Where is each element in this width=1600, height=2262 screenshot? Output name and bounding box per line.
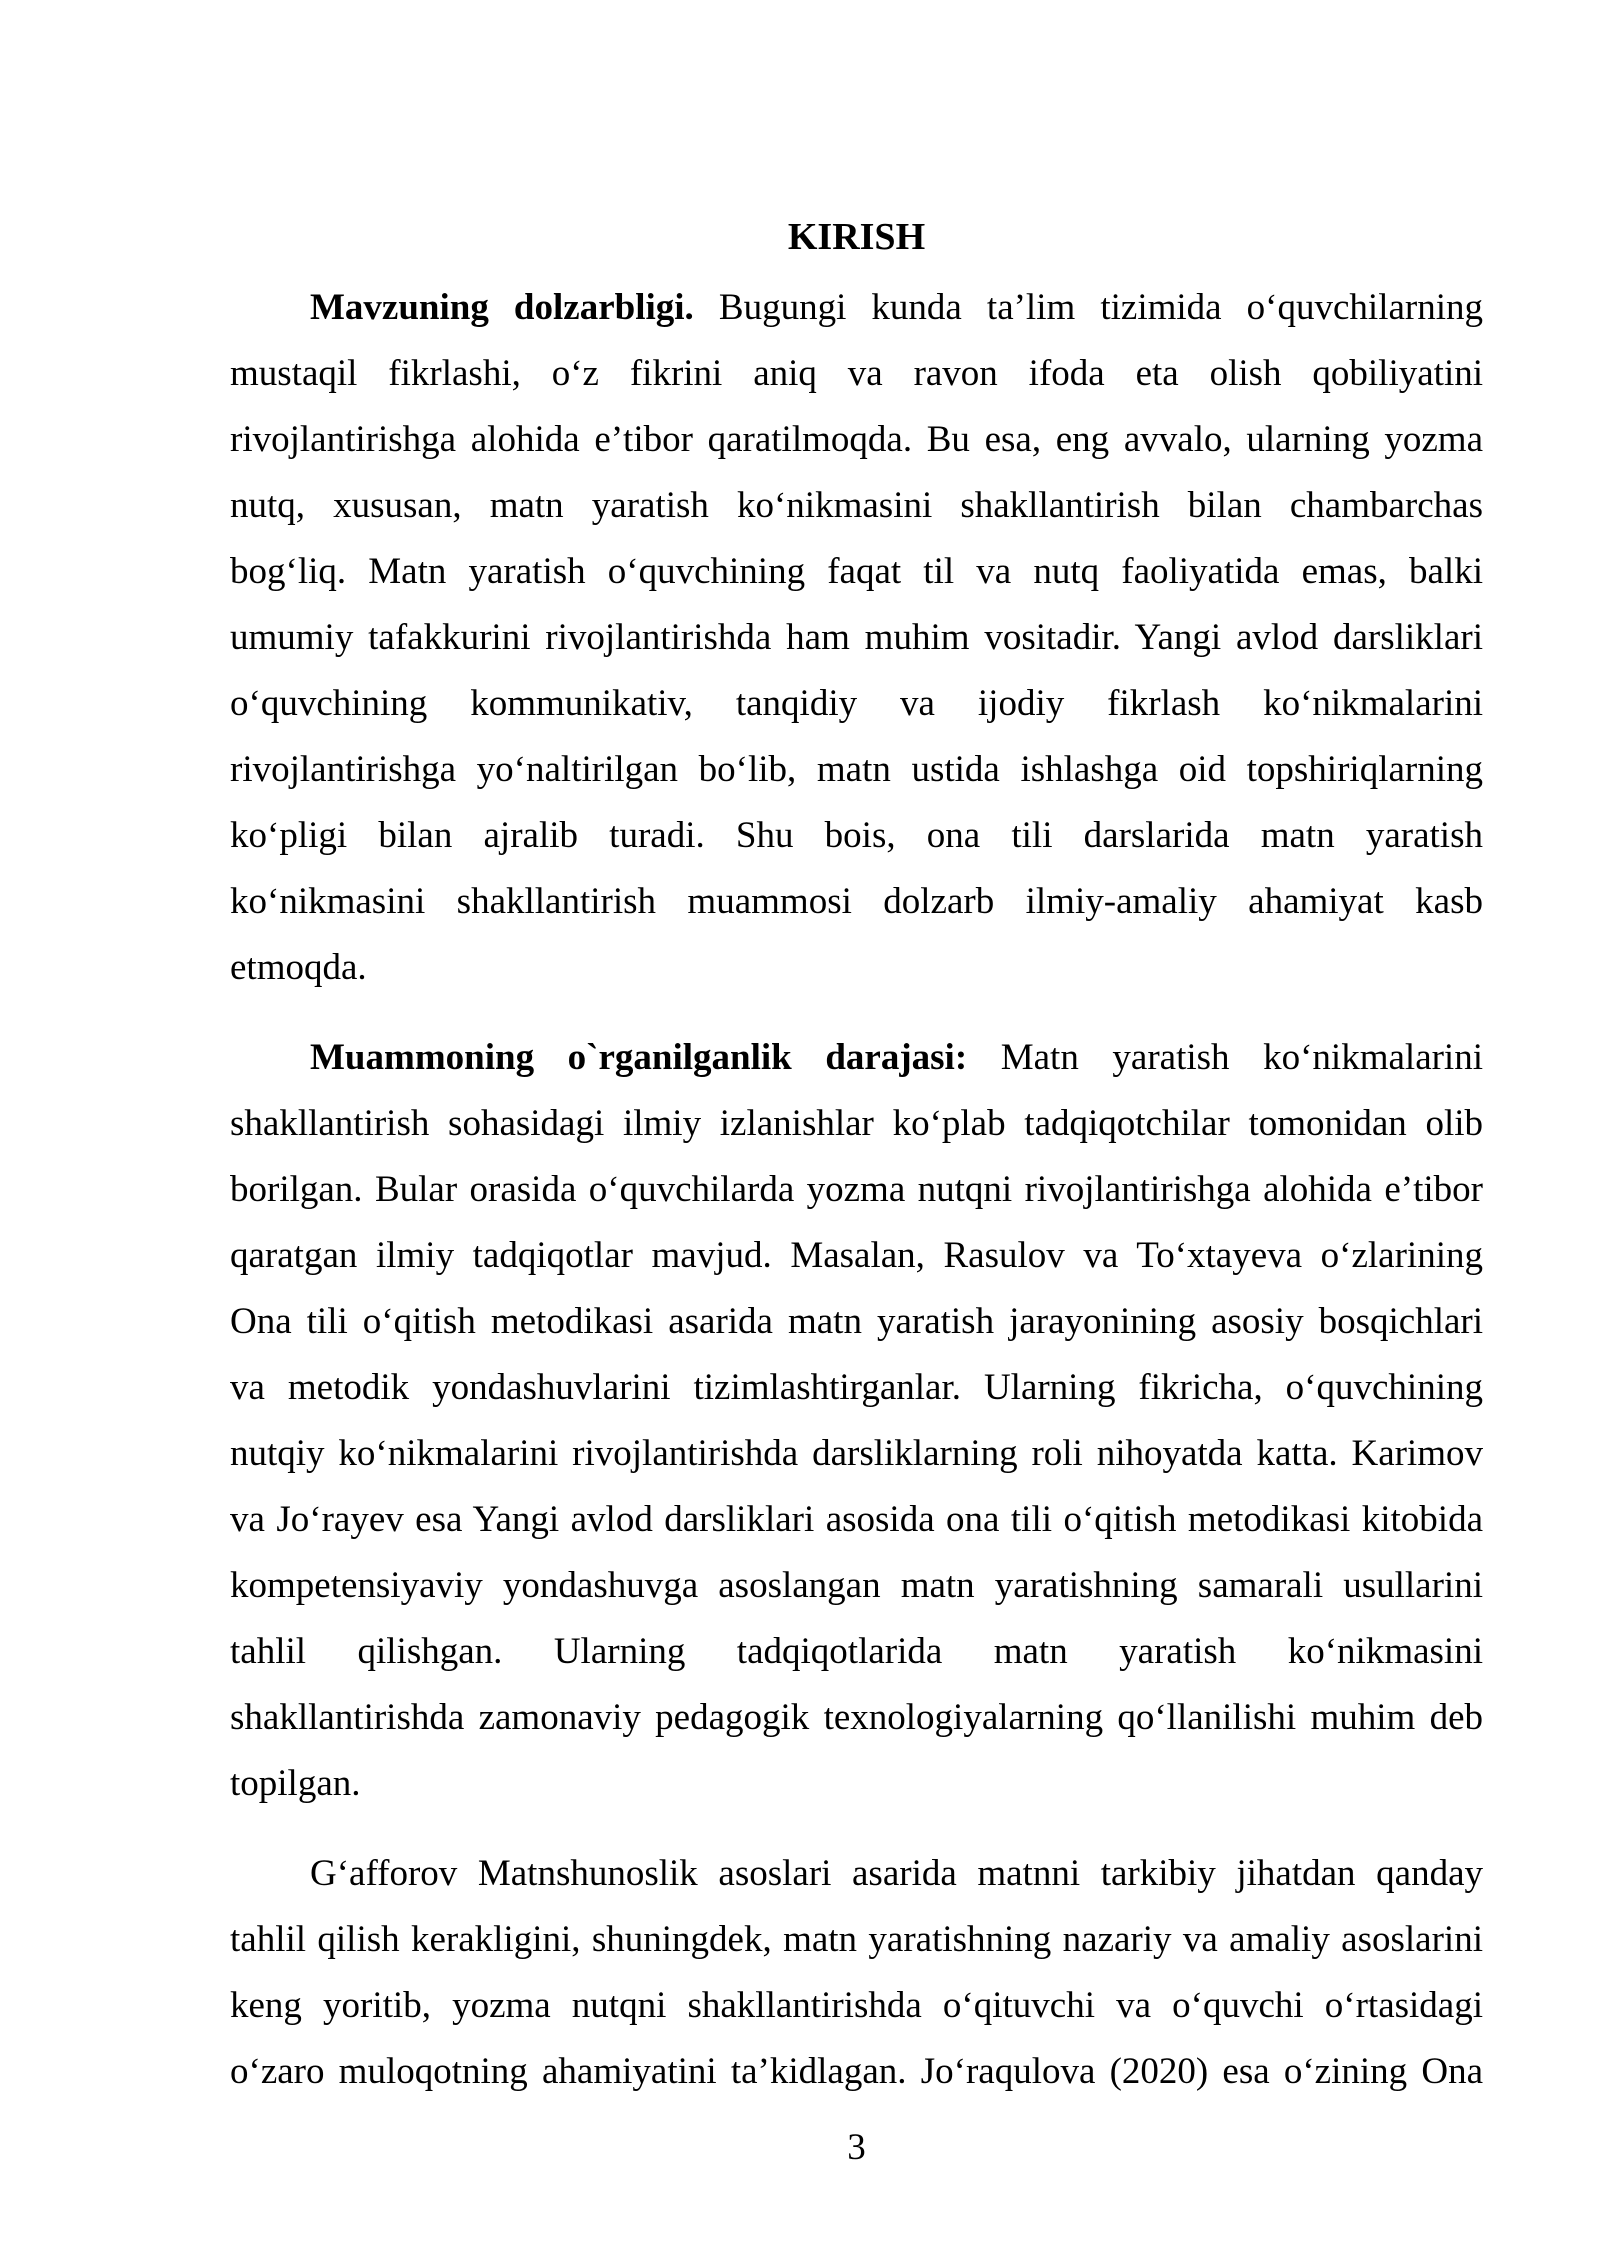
text-line: umumiy tafakkurini rivojlantirishda ham muhim vositadir. Yangi avlod darsliklari <box>230 617 1483 658</box>
text-line <box>230 1025 1483 1091</box>
text-line: qaratgan ilmiy tadqiqotlar mavjud. Masalan, Rasulov va Toʻxtayeva oʻzlarining <box>230 1235 1483 1276</box>
paragraph-lead-bold: Mavzuning dolzarbligi. <box>310 287 694 328</box>
document-title: KIRISH <box>787 216 926 258</box>
text-line: va Joʻrayev esa Yangi avlod darsliklari asosida ona tili oʻqitish metodikasi kitobida <box>230 1499 1483 1540</box>
text-line: tahlil qilish kerakligini, shuningdek, matn yaratishning nazariy va amaliy asoslarini <box>230 1919 1483 1960</box>
text-line: rivojlantirishga alohida eʼtibor qaratilmoqda. Bu esa, eng avvalo, ularning yozma <box>230 419 1483 460</box>
text-run: Bugungi kunda taʼlim tizimida oʻquvchilarning <box>693 287 1483 328</box>
text-line: shakllantirish sohasidagi ilmiy izlanishlar koʻplab tadqiqotchilar tomonidan olib <box>230 1103 1483 1144</box>
text-line: nutqiy koʻnikmalarini rivojlantirishda darsliklarning roli nihoyatda katta. Karimov <box>230 1433 1483 1474</box>
text-line: mustaqil fikrlashi, oʻz fikrini aniq va ravon ifoda eta olish qobiliyatini <box>230 353 1483 394</box>
page-number: 3 <box>847 2127 866 2168</box>
text-line: oʻzaro muloqotning ahamiyatini taʼkidlagan. Joʻraqulova (2020) esa oʻzining Ona <box>230 2051 1483 2092</box>
text-line: rivojlantirishga yoʻnaltirilgan boʻlib, matn ustida ishlashga oid topshiriqlarning <box>230 749 1483 790</box>
text-line: topilgan. <box>230 1763 361 1804</box>
text-line: Gʻafforov Matnshunoslik asoslari asarida matnni tarkibiy jihatdan qanday <box>310 1853 1483 1894</box>
document-body <box>230 204 1483 2105</box>
text-line: borilgan. Bular orasida oʻquvchilarda yozma nutqni rivojlantirishga alohida eʼtibor <box>230 1169 1483 1210</box>
paragraph-3 <box>230 1841 1483 2105</box>
text-line: tahlil qilishgan. Ularning tadqiqotlarida matn yaratish koʻnikmasini <box>230 1631 1483 1672</box>
text-line: keng yoritib, yozma nutqni shakllantirishda oʻqituvchi va oʻquvchi oʻrtasidagi <box>230 1985 1483 2026</box>
text-line: va metodik yondashuvlarini tizimlashtirganlar. Ularning fikricha, oʻquvchining <box>230 1367 1483 1408</box>
paragraph-1 <box>230 275 1483 1001</box>
text-line: Ona tili oʻqitish metodikasi asarida matn yaratish jarayonining asosiy bosqichlari <box>230 1301 1483 1342</box>
text-run: Matn yaratish koʻnikmalarini <box>967 1037 1483 1078</box>
text-line: etmoqda. <box>230 947 367 988</box>
text-line <box>230 275 1483 341</box>
paragraph-2 <box>230 1025 1483 1817</box>
paragraph-lead-bold: Muammoning o`rganilganlik darajasi: <box>310 1037 968 1078</box>
text-line: kompetensiyaviy yondashuvga asoslangan matn yaratishning samarali usullarini <box>230 1565 1483 1606</box>
text-line: nutq, xususan, matn yaratish koʻnikmasini shakllantirish bilan chambarchas <box>230 485 1483 526</box>
text-line: shakllantirishda zamonaviy pedagogik texnologiyalarning qoʻllanilishi muhim deb <box>230 1697 1483 1738</box>
text-line: bogʻliq. Matn yaratish oʻquvchining faqat til va nutq faoliyatida emas, balki <box>230 551 1483 592</box>
text-line: koʻpligi bilan ajralib turadi. Shu bois, ona tili darslarida matn yaratish <box>230 815 1483 856</box>
text-line: koʻnikmasini shakllantirish muammosi dolzarb ilmiy-amaliy ahamiyat kasb <box>230 881 1483 922</box>
text-line: oʻquvchining kommunikativ, tanqidiy va ijodiy fikrlash koʻnikmalarini <box>230 683 1483 724</box>
